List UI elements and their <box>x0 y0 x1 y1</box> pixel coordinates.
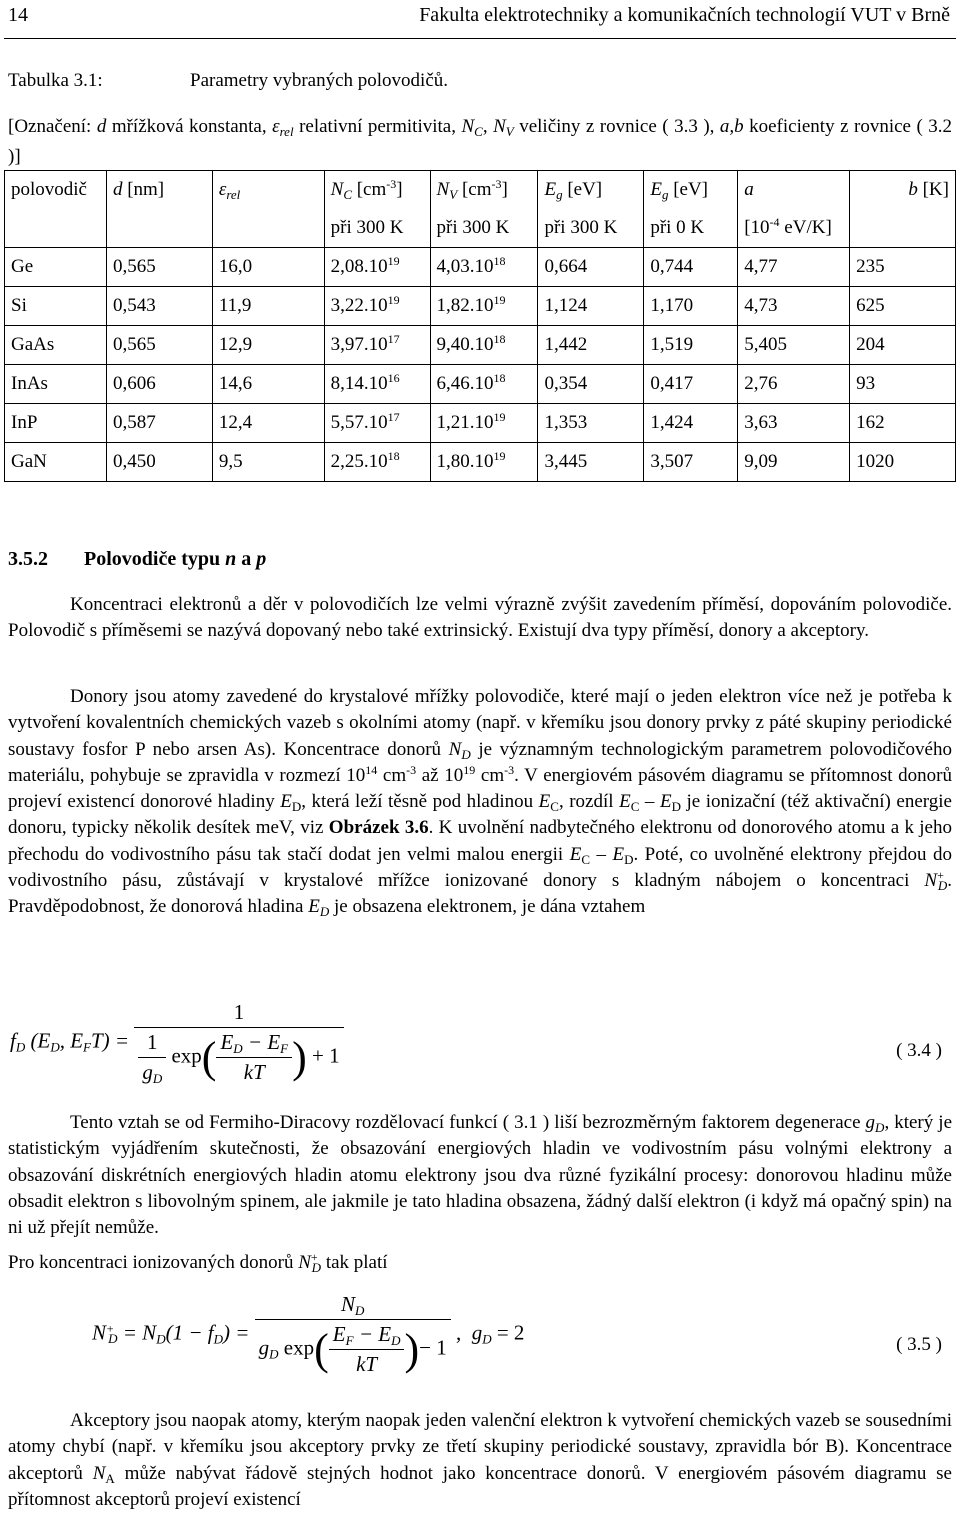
cell-nv: 1,80.10$^{19}$ <box>430 443 538 482</box>
cell-nc: 2,08.10$^{19}$ <box>324 248 430 287</box>
cell-nv: 1,82.10$^{19}$ <box>430 287 538 326</box>
cell-name: InP <box>5 404 107 443</box>
cell-eps: 9,5 <box>212 443 324 482</box>
cell-eg300: 0,354 <box>538 365 644 404</box>
cell-name: Si <box>5 287 107 326</box>
cell-d: 0,587 <box>106 404 212 443</box>
cell-eps: 16,0 <box>212 248 324 287</box>
cell-a: 2,76 <box>738 365 850 404</box>
header-d: d [nm] <box>106 171 212 210</box>
cell-d: 0,450 <box>106 443 212 482</box>
equation-3-4: $f_D$ ($E_D$, $E_FT$) = 1 $\frac{1}{g_D}$ exp( $\frac{E_D - E_F}{kT}$ ) + 1 <box>10 1000 344 1085</box>
cell-a: 4,73 <box>738 287 850 326</box>
cell-name: Ge <box>5 248 107 287</box>
cell-eg0: 1,170 <box>644 287 738 326</box>
cell-d: 0,606 <box>106 365 212 404</box>
header-eg0-temp: při 0 K <box>644 209 738 248</box>
equation-number-3-5: ( 3.5 ) <box>896 1334 942 1355</box>
cell-d: 0,565 <box>106 326 212 365</box>
table-row <box>5 326 956 365</box>
cell-eg300: 1,353 <box>538 404 644 443</box>
header-eps: $\varepsilon_{rel}$ <box>212 171 324 210</box>
header-nc-temp: při 300 K <box>324 209 430 248</box>
cell-nc: 3,97.10$^{17}$ <box>324 326 430 365</box>
table-row <box>5 287 956 326</box>
cell-nc: 2,25.10$^{18}$ <box>324 443 430 482</box>
cell-nc: 3,22.10$^{19}$ <box>324 287 430 326</box>
header-nv: $N_V$ $[cm^{-3}]$ <box>430 171 538 210</box>
cell-eps: 11,9 <box>212 287 324 326</box>
cell-eg300: 3,445 <box>538 443 644 482</box>
cell-eg0: 0,744 <box>644 248 738 287</box>
cell-b: 235 <box>850 248 956 287</box>
paragraph-donors: Donory jsou atomy zavedené do krystalové mřížky polovodiče, které mají o jeden elektron více než je potřeba k vytvoření kovalentních chemických vazeb s okolními atomy (např. v křemíku jsou donory prvky z páté skupiny periodické soustavy fosfor P nebo arsen As). Koncentrace donorů $N_D$ je významným technologickým parametrem polovodičového materiálu, pohybuje se zpravidla v rozmezí $10^{14}$ $cm^{-3}$ až $10^{19}$ $cm^{-3}$. V energiovém pásovém diagramu se přítomnost donorů projeví existencí donorové hladiny $E_D$, která leží těsně pod hladinou $E_C$, rozdíl $E_C - E_D$ je ionizační (též aktivační) energie donoru, typicky několik desítek meV, viz Obrázek 3.6. K uvolnění nadbytečného elektronu od donorového atomu a k jeho přechodu do vodivostního pásu tak stačí dodat jen velmi malou energii $E_C - E_D$. Poté, co uvolněné elektrony přejdou do vodivostního pásu, zůstávají v krystalové mřížce ionizované donory s kladným nábojem o koncentraci $N^+_D$. Pravděpodobnost, že donorová hladina $E_D$ je obsazena elektronem, je dána vztahem <box>8 686 953 920</box>
cell-nv: 4,03.10$^{18}$ <box>430 248 538 287</box>
table-row <box>5 404 956 443</box>
cell-eg300: 1,442 <box>538 326 644 365</box>
table-header-row-units <box>5 209 956 248</box>
cell-eg0: 1,424 <box>644 404 738 443</box>
table-legend: [Označení: d mřížková konstanta, $\varepsilon_{rel}$ relativní permitivita, $N_C$, $N_V$ veličiny z rovnice ( 3.3 ), a,b koeficienty z rovnice ( 3.2 )] <box>8 116 953 167</box>
cell-eg0: 3,507 <box>644 443 738 482</box>
cell-d: 0,565 <box>106 248 212 287</box>
header-eg300-temp: při 300 K <box>538 209 644 248</box>
cell-eps: 12,9 <box>212 326 324 365</box>
paragraph-intro: Koncentraci elektronů a děr v polovodičích lze velmi výrazně zvýšit zavedením příměsí, dopováním polovodiče. Polovodič s příměsemi se nazývá dopovaný nebo také extrinsický. Existují dva typy příměsí, donory a akceptory. <box>8 594 952 642</box>
table-row <box>5 365 956 404</box>
cell-a: 5,405 <box>738 326 850 365</box>
cell-a: 3,63 <box>738 404 850 443</box>
page-number: 14 <box>8 4 28 26</box>
cell-nc: 8,14.10$^{16}$ <box>324 365 430 404</box>
running-header: Fakulta elektrotechniky a komunikačních technologií VUT v Brně <box>419 4 950 26</box>
table-row <box>5 443 956 482</box>
cell-name: GaN <box>5 443 107 482</box>
table-caption-text: Parametry vybraných polovodičů. <box>190 70 449 91</box>
section-heading: 3.5.2 Polovodiče typu n a p <box>8 548 267 570</box>
cell-a: 9,09 <box>738 443 850 482</box>
cell-nv: 6,46.10$^{18}$ <box>430 365 538 404</box>
header-b: b [K] <box>850 171 956 210</box>
header-a: a <box>738 171 850 210</box>
cell-nv: 9,40.10$^{18}$ <box>430 326 538 365</box>
header-eg300: $E_g$ [eV] <box>538 171 644 210</box>
cell-nv: 1,21.10$^{19}$ <box>430 404 538 443</box>
paragraph-degeneracy: Tento vztah se od Fermiho-Diracovy rozdělovací funkcí ( 3.1 ) liší bezrozměrným faktorem degenerace $g_D$, který je statistickým vyjádřením skutečnosti, že obsazování energiových hladin ve vodivostním pásu volnými elektrony a obsazování diskrétních energiových hladin atomu elektrony jsou dva různé fyzikální procesy: donorovou hladinu může obsadit elektron s libovolným spinem, ale jakmile je tato hladina obsazena, žádný další elektron (i když má opačný spin) na ni už přejít nemůže. <box>8 1112 952 1239</box>
header-a-unit: [$10^{-4}$ eV/K] <box>738 209 850 248</box>
cell-eps: 14,6 <box>212 365 324 404</box>
cell-b: 204 <box>850 326 956 365</box>
cell-b: 162 <box>850 404 956 443</box>
cell-eg0: 1,519 <box>644 326 738 365</box>
cell-eg300: 0,664 <box>538 248 644 287</box>
table-caption-label: Tabulka 3.1: <box>8 70 103 91</box>
table-header-row <box>5 171 956 210</box>
table-row <box>5 248 956 287</box>
equation-number-3-4: ( 3.4 ) <box>896 1040 942 1061</box>
equation-3-5: $N^+_D = N_D(1 - f_D)$ = $N_D$ $g_D$ exp( $\frac{E_F - E_D}{kT}$ )− 1 , $g_D = 2$ <box>92 1292 525 1376</box>
header-eg0: $E_g$ [eV] <box>644 171 738 210</box>
cell-b: 625 <box>850 287 956 326</box>
cell-eg300: 1,124 <box>538 287 644 326</box>
paragraph-acceptors: Akceptory jsou naopak atomy, kterým naopak jeden valenční elektron k vytvoření chemických vazeb se sousedními atomy chybí (např. v křemíku jsou akceptory prvky ze třetí skupiny periodické soustavy, zpravidla bór B). Koncentrace akceptorů $N_A$ může nabývat řádově stejných hodnot jako koncentrace donorů. V energiovém pásovém diagramu se přítomnost akceptorů projeví existencí <box>8 1410 952 1510</box>
figure-reference: Obrázek 3.6 <box>328 817 429 839</box>
cell-name: GaAs <box>5 326 107 365</box>
semiconductor-parameters-table <box>4 170 956 482</box>
header-semiconductor: polovodič <box>5 171 107 210</box>
header-nc: $N_C$ $[cm^{-3}]$ <box>324 171 430 210</box>
cell-eg0: 0,417 <box>644 365 738 404</box>
header-rule <box>4 38 956 39</box>
cell-nc: 5,57.10$^{17}$ <box>324 404 430 443</box>
cell-b: 1020 <box>850 443 956 482</box>
cell-b: 93 <box>850 365 956 404</box>
cell-d: 0,543 <box>106 287 212 326</box>
cell-name: InAs <box>5 365 107 404</box>
header-nv-temp: při 300 K <box>430 209 538 248</box>
paragraph-ionized: Pro koncentraci ionizovaných donorů $N^+_D$ tak platí <box>8 1250 388 1275</box>
cell-a: 4,77 <box>738 248 850 287</box>
cell-eps: 12,4 <box>212 404 324 443</box>
